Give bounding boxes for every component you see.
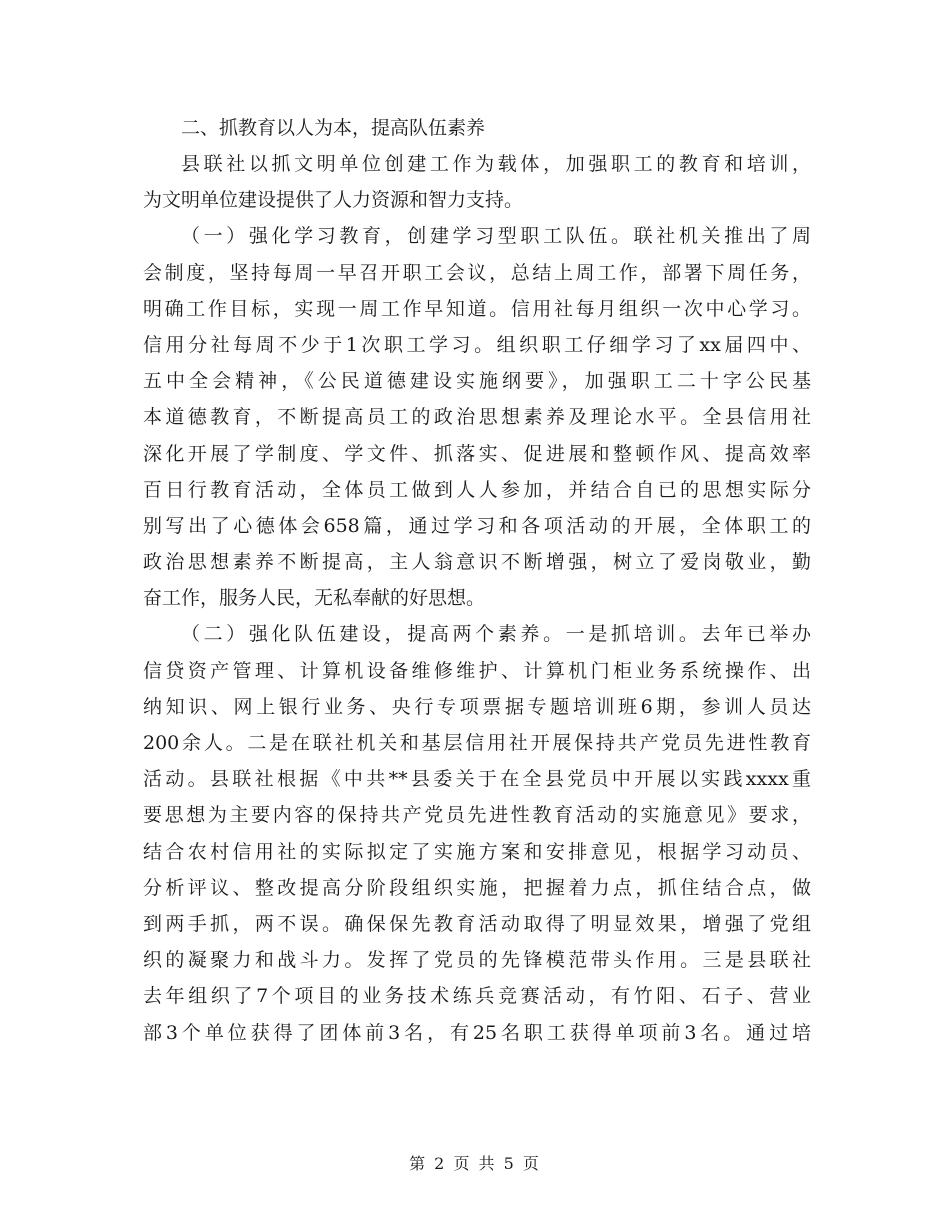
- text-line: 五中全会精神，《公民道德建设实施纲要》，加强职工二十字公民基: [143, 370, 811, 393]
- document-body: [143, 110, 811, 1051]
- text-line: 分析评议、整改提高分阶段组织实施，把握着力点，抓住结合点，做: [143, 876, 811, 899]
- text-line: 别写出了心德体会658篇，通过学习和各项活动的开展，全体职工的: [143, 514, 811, 537]
- text-line: 到两手抓，两不误。确保保先教育活动取得了明显效果，增强了党组: [143, 912, 811, 935]
- text-line: 部3个单位获得了团体前3名，有25名职工获得单项前3名。通过培: [143, 1021, 811, 1044]
- text-line: 信贷资产管理、计算机设备维修维护、计算机门柜业务系统操作、出: [143, 659, 811, 682]
- text-line: 会制度，坚持每周一早召开职工会议，总结上周工作，部署下周任务，: [143, 261, 811, 284]
- text-line: 为文明单位建设提供了人力资源和智力支持。: [143, 189, 524, 212]
- paragraph-team-building: [143, 616, 811, 1050]
- text-line: （二）强化队伍建设，提高两个素养。一是抓培训。去年已举办: [181, 623, 811, 646]
- text-line: 奋工作，服务人民，无私奉献的好思想。: [143, 587, 486, 610]
- text-line: 信用分社每周不少于1次职工学习。组织职工仔细学习了xx届四中、: [143, 333, 811, 356]
- text-line: 明确工作目标，实现一周工作早知道。信用社每月组织一次中心学习。: [143, 297, 811, 320]
- text-line: 织的凝聚力和战斗力。发挥了党员的先锋模范带头作用。三是县联社: [143, 949, 811, 972]
- text-line: 要思想为主要内容的保持共产党员先进性教育活动的实施意见》要求，: [143, 804, 811, 827]
- paragraph-intro: [143, 146, 811, 218]
- text-line: 百日行教育活动，全体员工做到人人参加，并结合自已的思想实际分: [143, 478, 811, 501]
- text-line: 县联社以抓文明单位创建工作为载体，加强职工的教育和培训，: [181, 153, 811, 175]
- text-line: 200余人。二是在联社机关和基层信用社开展保持共产党员先进性教育: [143, 732, 811, 754]
- paragraph-study-education: [143, 218, 811, 616]
- text-line: 本道德教育，不断提高员工的政治思想素养及理论水平。全县信用社: [143, 406, 811, 429]
- page-footer: 第 2 页 共 5 页: [409, 1154, 541, 1173]
- text-line: 深化开展了学制度、学文件、抓落实、促进展和整顿作风、提高效率: [143, 442, 811, 465]
- text-line: 结合农村信用社的实际拟定了实施方案和安排意见，根据学习动员、: [143, 840, 811, 863]
- text-line: 去年组织了7个项目的业务技术练兵竞赛活动，有竹阳、石子、营业: [143, 985, 811, 1008]
- text-line: 活动。县联社根据《中共**县委关于在全县党员中开展以实践xxxx重: [143, 768, 811, 791]
- text-line: 纳知识、网上银行业务、央行专项票据专题培训班6期，参训人员达: [143, 695, 811, 718]
- section-heading: 二、抓教育以人为本，提高队伍素养: [181, 117, 486, 139]
- text-line: 政治思想素养不断提高，主人翁意识不断增强，树立了爱岗敬业，勤: [143, 551, 811, 574]
- text-line: （一）强化学习教育，创建学习型职工队伍。联社机关推出了周: [181, 225, 811, 248]
